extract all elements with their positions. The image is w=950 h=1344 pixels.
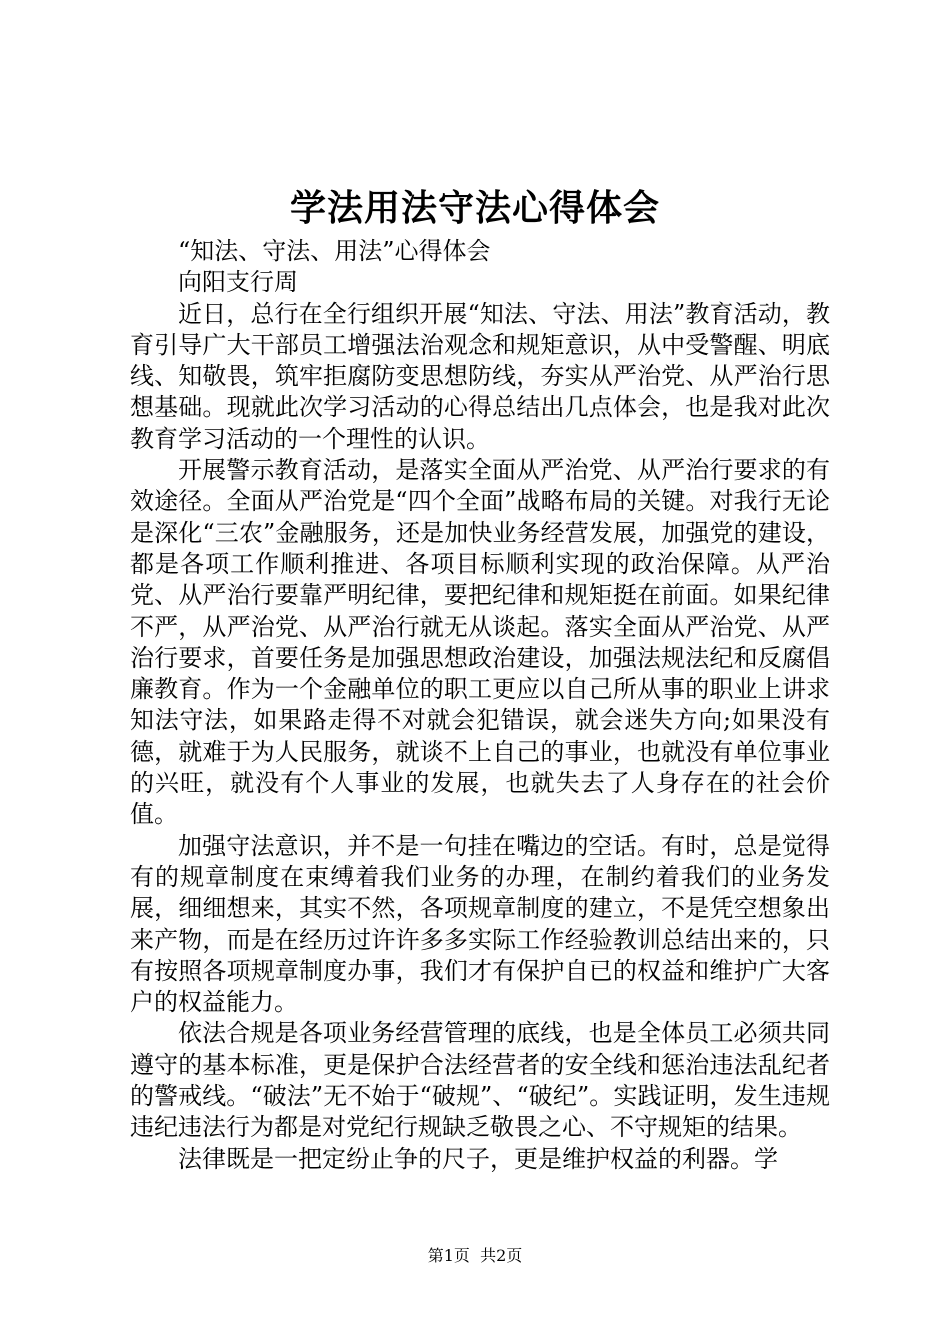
body-paragraph: 法律既是一把定纷止争的尺子，更是维护权益的利器。学 bbox=[178, 1144, 778, 1173]
subtitle-paragraph: “知法、守法、用法”心得体会 bbox=[178, 237, 491, 265]
body-paragraph: 开展警示教育活动，是落实全面从严治党、从严治行要求的有效途径。全面从严治党是“四个全面”战略布局的关键。对我行无论是深化“三农”金融服务，还是加快业务经营发展，加强党的建设，都是各项工作顺利推进、各项目标顺利实现的政治保障。从严治党、从严治行要靠严明纪律，要把纪律和规矩挺在前面。如果纪律不严，从严治党、从严治行就无从谈起。落实全面从严治党、从严治行要求，首要任务是加强思想政治建设，加强法规法纪和反腐倡廉教育。作为一个金融单位的职工更应以自己所从事的职业上讲求知法守法，如果路走得不对就会犯错误，就会迷失方向;如果没有德，就难于为人民服务，就谈不上自己的事业，也就没有单位事业的兴旺，就没有个人事业的发展，也就失去了人身存在的社会价值。 bbox=[130, 456, 830, 829]
document-body bbox=[130, 236, 830, 1175]
document-title: 学法用法守法心得体会 bbox=[289, 187, 660, 229]
page-number: 第1页 共2页 bbox=[427, 1246, 523, 1265]
body-paragraph: 依法合规是各项业务经营管理的底线，也是全体员工必须共同遵守的基本标准，更是保护合法经营者的安全线和惩治违法乱纪者的警戒线。“破法”无不始于“破规”、“破纪”。实践证明，发生违规违纪违法行为都是对党纪行规缺乏敬畏之心、不守规矩的结果。 bbox=[130, 1019, 830, 1142]
body-paragraph: 加强守法意识，并不是一句挂在嘴边的空话。有时，总是觉得有的规章制度在束缚着我们业务的办理，在制约着我们的业务发展，细细想来，其实不然，各项规章制度的建立，不是凭空想象出来产物，而是在经历过许许多多实际工作经验教训总结出来的，只有按照各项规章制度办事，我们才有保护自已的权益和维护广大客户的权益能力。 bbox=[130, 831, 830, 1017]
author-paragraph: 向阳支行周 bbox=[178, 268, 298, 297]
page-footer bbox=[0, 1246, 950, 1266]
body-paragraph: 近日，总行在全行组织开展“知法、守法、用法”教育活动，教育引导广大干部员工增强法治观念和规矩意识，从中受警醒、明底线、知敬畏，筑牢拒腐防变思想防线，夯实从严治党、从严治行思想基础。现就此次学习活动的心得总结出几点体会，也是我对此次教育学习活动的一个理性的认识。 bbox=[130, 299, 830, 453]
